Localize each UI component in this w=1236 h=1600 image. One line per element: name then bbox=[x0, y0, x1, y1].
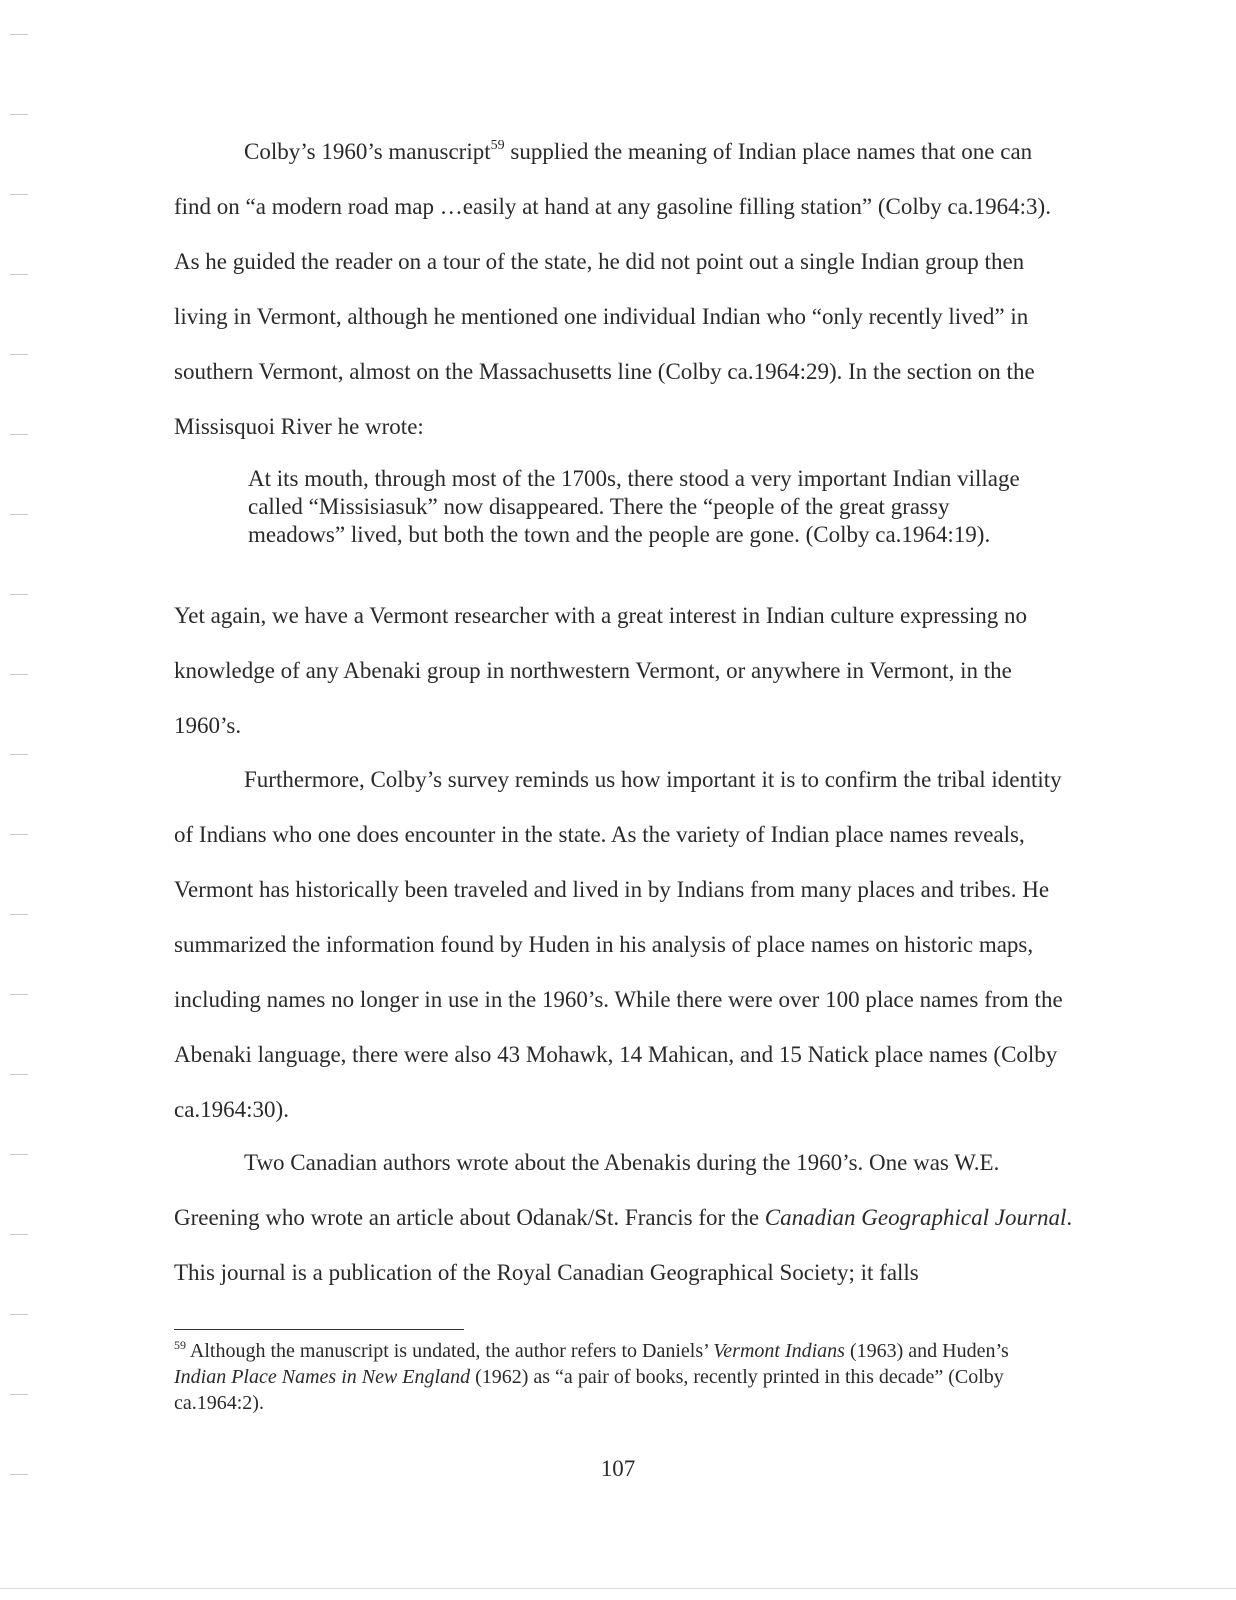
scan-bottom-edge bbox=[0, 1588, 1236, 1589]
journal-title: Canadian Geographical Journal bbox=[764, 1205, 1067, 1230]
footnote bbox=[174, 1338, 1054, 1416]
page-number: 107 bbox=[600, 1456, 636, 1481]
paragraph-1-text-a: Colby’s 1960’s manuscript bbox=[244, 139, 491, 164]
footnote-reference: 59 bbox=[490, 138, 505, 153]
footnote-text-a: Although the manuscript is undated, the author refers to Daniels’ bbox=[186, 1340, 714, 1362]
paragraph-4-text-b: . This journal is a publication of the Royal Canadian Geographical Society; it falls bbox=[174, 1205, 1073, 1285]
footnote-title-a: Vermont Indians bbox=[713, 1340, 845, 1362]
paragraph-3 bbox=[174, 752, 1074, 1137]
paragraph-4 bbox=[174, 1135, 1074, 1300]
paragraph-1-text-b: supplied the meaning of Indian place names that one can find on “a modern road map …easily at hand at any gasoline filling station” (Colby ca.1964:3). As he guided the reader on a tour of the state, he did not point out a single Indian group then living in Vermont, although he mentioned one individual Indian who “only recently lived” in southern Vermont, almost on the Massachusetts line (Colby ca.1964:29). In the section on the Missisquoi River he wrote: bbox=[174, 139, 1051, 439]
paragraph-2 bbox=[174, 588, 1074, 753]
block-quote: At its mouth, through most of the 1700s, there stood a very important Indian village called “Missisiasuk” now disappeared. There the “people of the great grassy meadows” lived, but both the town and the people are gone. (Colby ca.1964:19). bbox=[248, 466, 1020, 547]
footnote-text-c: (1962) as “a pair of books, recently printed in this decade” (Colby ca.1964:2). bbox=[174, 1366, 1004, 1414]
footnote-text-b: (1963) and Huden’s bbox=[844, 1340, 1009, 1362]
paragraph-2-text: Yet again, we have a Vermont researcher with a great interest in Indian culture expressing no knowledge of any Abenaki group in northwestern Vermont, or anywhere in Vermont, in the 1960’s. bbox=[174, 603, 1028, 738]
footnote-number: 59 bbox=[174, 1338, 186, 1352]
paragraph-1 bbox=[174, 124, 1074, 454]
scan-edge-marks bbox=[0, 0, 40, 1600]
footnote-title-b: Indian Place Names in New England bbox=[174, 1366, 471, 1388]
footnote-separator bbox=[174, 1329, 464, 1330]
paragraph-3-text: Furthermore, Colby’s survey reminds us how important it is to confirm the tribal identity of Indians who one does encounter in the state. As the variety of Indian place names reveals, Vermont has historically been traveled and lived in by Indians from many places and tribes. He summarized the information found by Huden in his analysis of place names on historic maps, including names no longer in use in the 1960’s. While there were over 100 place names from the Abenaki language, there were also 43 Mohawk, 14 Mahican, and 15 Natick place names (Colby ca.1964:30). bbox=[174, 767, 1063, 1122]
paragraph-4-text-a: Two Canadian authors wrote about the Abenakis during the 1960’s. One was W.E. Greening who wrote an article about Odanak/St. Francis for the bbox=[174, 1150, 1000, 1230]
